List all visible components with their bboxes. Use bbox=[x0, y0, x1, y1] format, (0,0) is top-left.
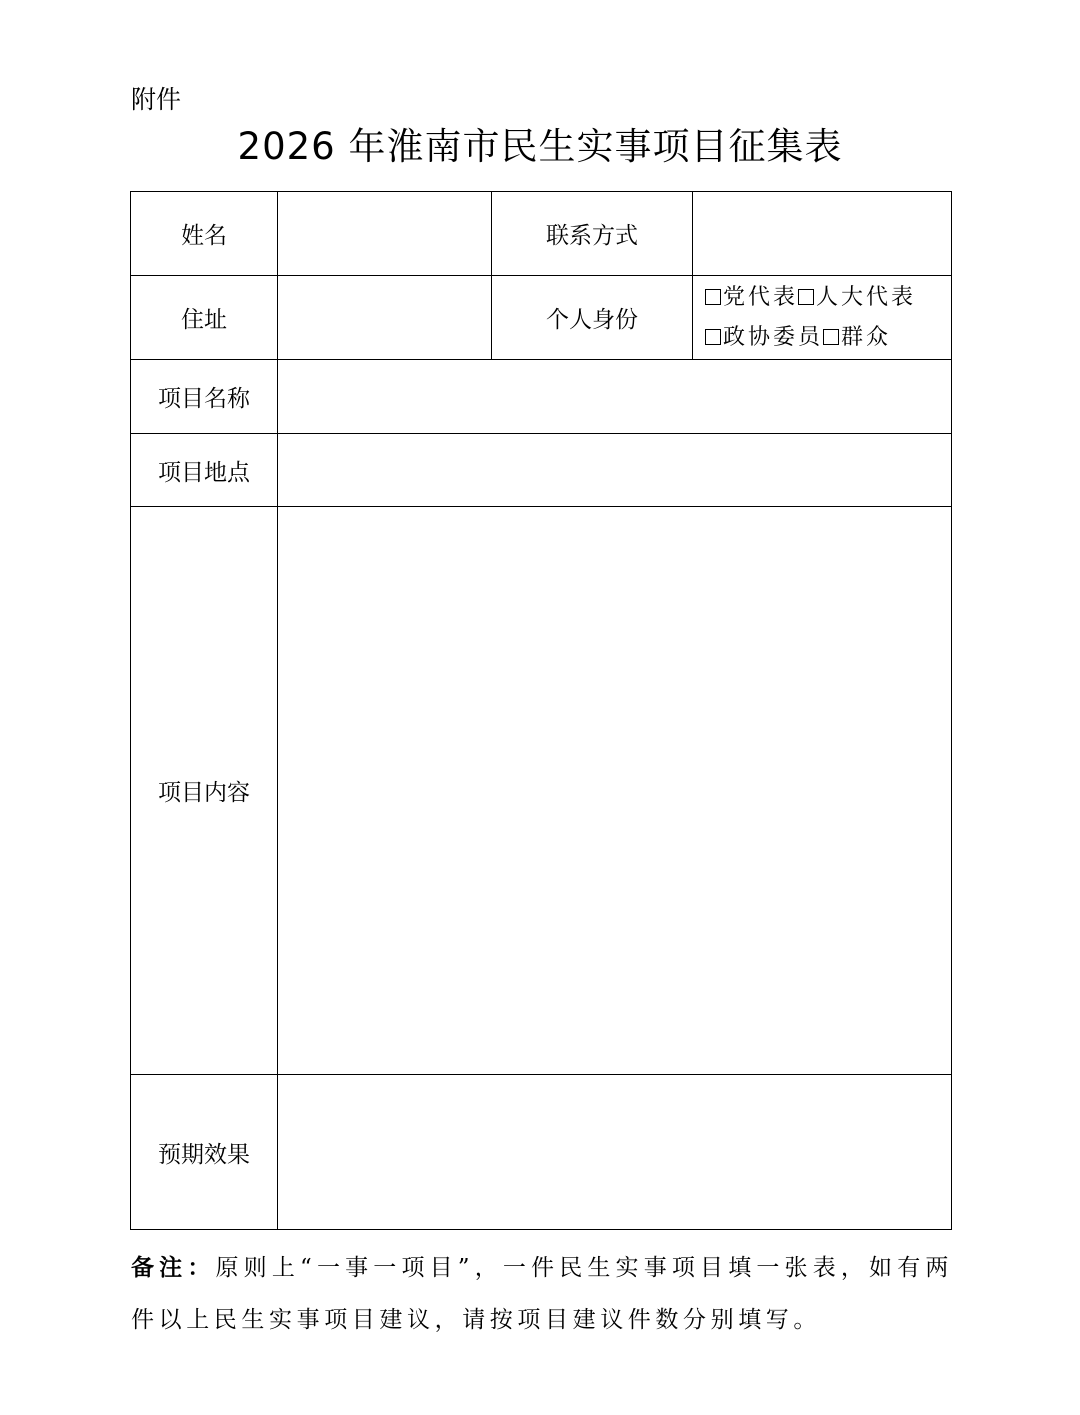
project-content-field[interactable] bbox=[278, 507, 952, 1075]
address-field[interactable] bbox=[278, 276, 492, 360]
option-cppcc-member: 政协委员 bbox=[723, 324, 824, 350]
row-project-location bbox=[131, 434, 952, 507]
project-name-field[interactable] bbox=[278, 360, 952, 434]
project-location-field[interactable] bbox=[278, 434, 952, 507]
row-address-identity bbox=[131, 276, 952, 360]
option-npc-deputy: 人大代表 bbox=[816, 284, 917, 310]
collection-form-table bbox=[130, 191, 952, 1230]
option-party-representative: 党代表 bbox=[723, 284, 799, 310]
project-name-label: 项目名称 bbox=[131, 360, 278, 434]
contact-label: 联系方式 bbox=[492, 192, 693, 276]
note-label: 备注： bbox=[131, 1254, 216, 1281]
row-project-content bbox=[131, 507, 952, 1075]
note-text: 原则上“一事一项目”，一件民生实事项目填一张表，如有两件以上民生实事项目建议，请按项目建议件数分别填写。 bbox=[131, 1255, 953, 1333]
expected-effect-field[interactable] bbox=[278, 1075, 952, 1230]
project-content-label: 项目内容 bbox=[131, 507, 278, 1075]
identity-options-line-1 bbox=[705, 278, 951, 318]
contact-field[interactable] bbox=[693, 192, 952, 276]
checkbox-npc-deputy[interactable] bbox=[798, 289, 814, 305]
row-expected-effect bbox=[131, 1075, 952, 1230]
checkbox-public[interactable] bbox=[823, 329, 839, 345]
form-title: 2026 年淮南市民生实事项目征集表 bbox=[237, 125, 843, 168]
project-location-label: 项目地点 bbox=[131, 434, 278, 507]
note-paragraph bbox=[131, 1242, 953, 1346]
option-public: 群众 bbox=[841, 324, 892, 350]
name-label: 姓名 bbox=[131, 192, 278, 276]
identity-options-line-2 bbox=[705, 318, 951, 358]
checkbox-cppcc-member[interactable] bbox=[705, 329, 721, 345]
identity-label: 个人身份 bbox=[492, 276, 693, 360]
row-project-name bbox=[131, 360, 952, 434]
name-field[interactable] bbox=[278, 192, 492, 276]
row-name-contact bbox=[131, 192, 952, 276]
address-label: 住址 bbox=[131, 276, 278, 360]
identity-options bbox=[693, 276, 952, 360]
expected-effect-label: 预期效果 bbox=[131, 1075, 278, 1230]
checkbox-party-representative[interactable] bbox=[705, 289, 721, 305]
attachment-label: 附件 bbox=[131, 85, 182, 114]
